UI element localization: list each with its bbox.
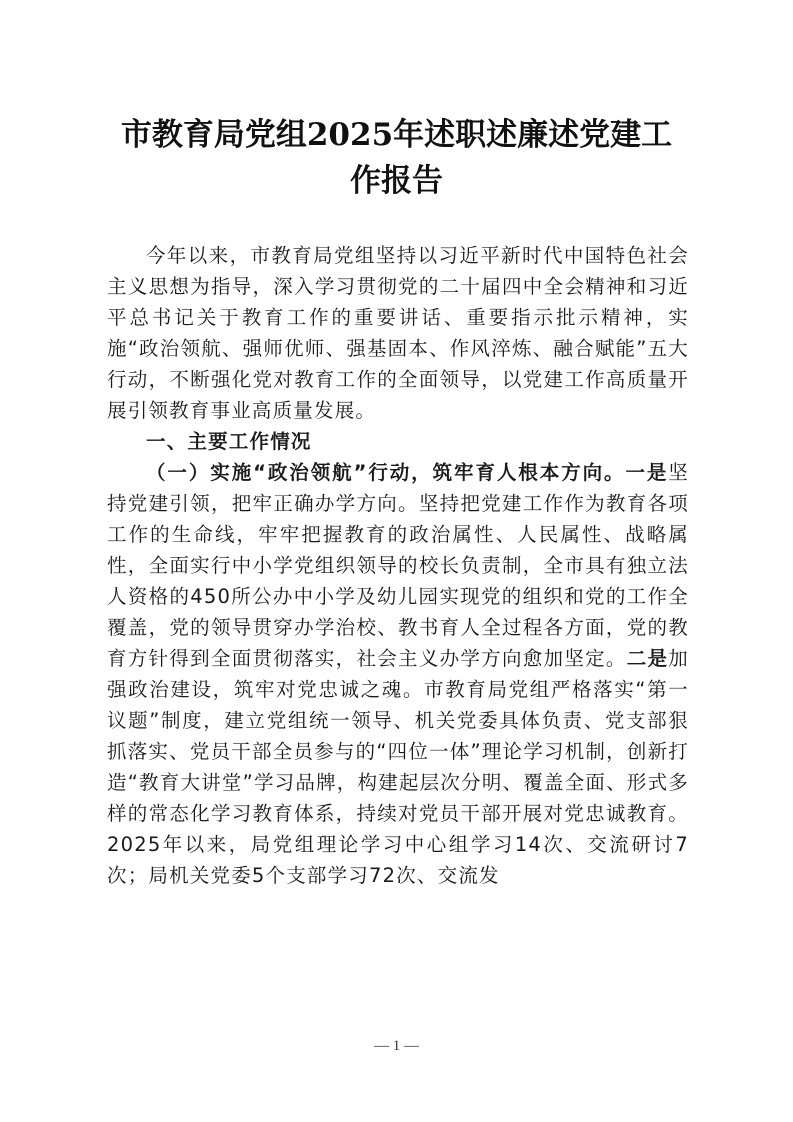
document-title (100, 112, 693, 204)
title-line-2: 作报告 (350, 163, 443, 199)
point-2-lead: 二是 (626, 647, 669, 670)
document-body (107, 240, 689, 891)
point-1-text: 坚持党建引领，把牢正确办学方向。坚持把党建工作作为教育各项工作的生命线，牢牢把握教育的政治属性、人民属性、战略属性，全面实行中小学党组织领导的校长负责制，全市具有独立法人资格的450所公办中小学及幼儿园实现党的组织和党的工作全覆盖，党的领导贯穿办学治校、教书育人全过程各方面，党的教育方针得到全面贯彻落实，社会主义办学方向愈加坚定。 (107, 461, 689, 670)
point-2-text: 加强政治建设，筑牢对党忠诚之魂。市教育局党组严格落实“第一议题”制度，建立党组统一领导、机关党委具体负责、党支部狠抓落实、党员干部全员参与的“四位一体”理论学习机制，创新打造“教育大讲堂”学习品牌，构建起层次分明、覆盖全面、形式多样的常态化学习教育体系，持续对党员干部开展对党忠诚教育。2025年以来，局党组理论学习中心组学习14次、交流研讨7次；局机关党委5个支部学习72次、交流发 (107, 647, 689, 887)
title-line-1: 市教育局党组2025年述职述廉述党建工 (120, 117, 673, 153)
section-heading-1: 一、主要工作情况 (146, 430, 312, 453)
point-1-lead: 一是 (625, 461, 669, 484)
intro-paragraph: 今年以来，市教育局党组坚持以习近平新时代中国特色社会主义思想为指导，深入学习贯彻党的二十届四中全会精神和习近平总书记关于教育工作的重要讲话、重要指示批示精神，实施“政治领航、强师优师、强基固本、作风淬炼、融合赋能”五大行动，不断强化党对教育工作的全面领导，以党建工作高质量开展引领教育事业高质量发展。 (107, 244, 689, 422)
subsection-1-paragraph (107, 457, 689, 891)
subsection-heading-1: （一）实施“政治领航”行动，筑牢育人根本方向。 (146, 461, 626, 484)
page-number: — 1 — (374, 1038, 419, 1054)
